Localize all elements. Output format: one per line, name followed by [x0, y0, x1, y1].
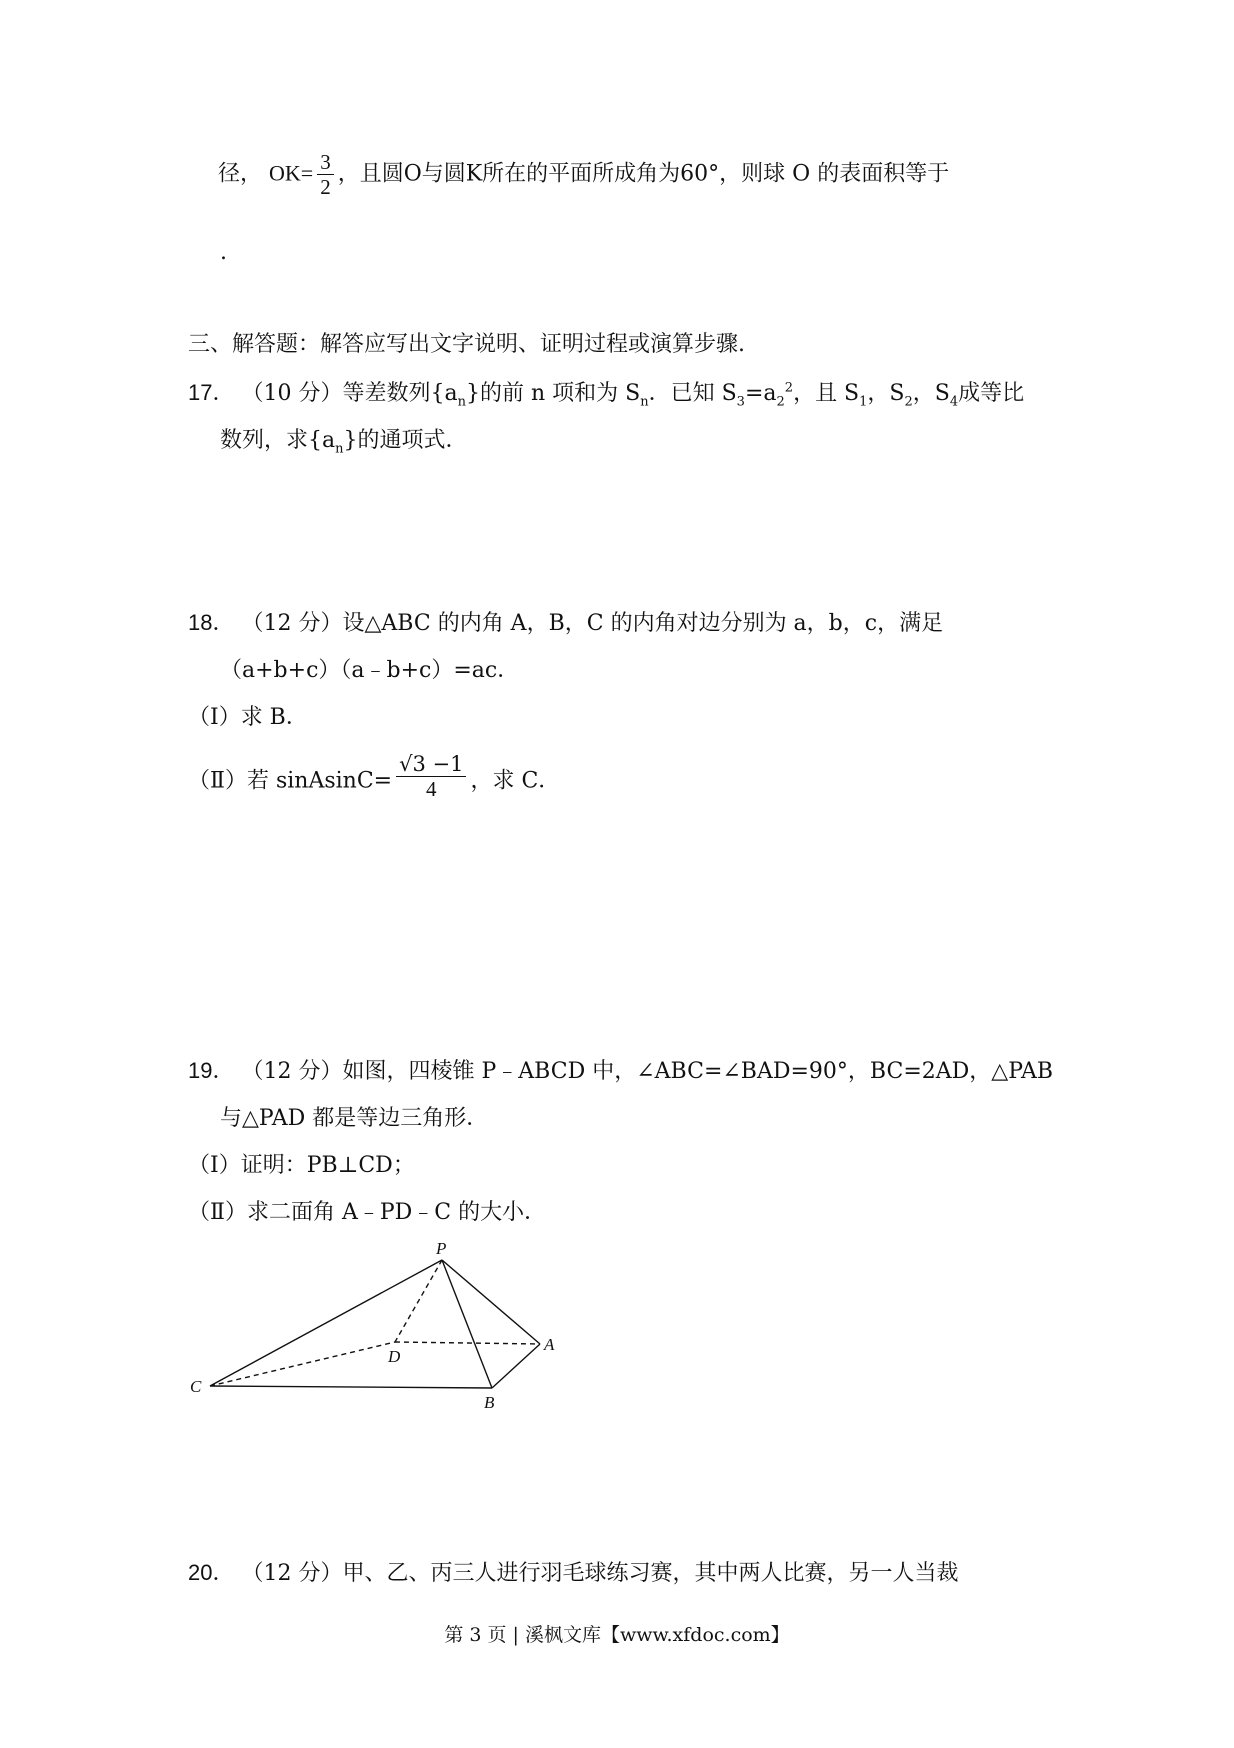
q16-text-jing: 径，: [218, 161, 263, 187]
q17-text-g: ，S: [912, 381, 950, 406]
q18-part-2: [188, 752, 561, 801]
q18-part-1: （Ⅰ）求 B．: [188, 705, 308, 730]
vertex-label-c: C: [190, 1377, 202, 1396]
q18-line-2: （a+b+c）（a﹣b+c）=ac．: [220, 658, 520, 683]
q18-part-2-text-b: ，求 C．: [470, 768, 561, 794]
edge-pc: [210, 1260, 442, 1386]
q17-text-d: =a: [744, 381, 777, 406]
q19-part-1: （Ⅰ）证明：PB⊥CD；: [188, 1153, 415, 1178]
edge-cd: [210, 1342, 395, 1386]
page-footer: 第 3 页 | 溪枫文库【www.xfdoc.com】: [444, 1624, 790, 1646]
q16-fraction: [317, 150, 334, 199]
q16-ok-label: OK=: [269, 160, 314, 186]
q17-line-1: 17． （10 分）等差数列$\{a_n\}$的前 n 项和为 $S_n$．已知 $S_3=a_2^2$，且 $S_1$，$S_2$，$S_4$成等比: [188, 380, 1025, 410]
q20-line-1: [188, 1558, 959, 1589]
q18-fraction-denominator: 4: [426, 777, 437, 801]
edge-pa: [442, 1260, 540, 1344]
vertex-label-b: B: [484, 1393, 495, 1412]
q17-text-l2b: }的通项式．: [343, 428, 468, 453]
q17-text-e: ，且 S: [793, 381, 860, 406]
q19-text-l1: 如图，四棱锥 P﹣ABCD 中，∠ABC=∠BAD=90°，BC=2AD，△PAB: [342, 1059, 1054, 1084]
vertex-label-d: D: [388, 1347, 401, 1366]
q18-fraction-numerator: √3 −1: [396, 752, 466, 777]
q16-fraction-numerator: 3: [317, 150, 334, 175]
q16-fraction-denominator: 2: [320, 175, 331, 199]
vertex-label-p: P: [436, 1240, 447, 1258]
vertex-label-a: A: [544, 1335, 555, 1354]
q20-number: 20．: [188, 1560, 235, 1585]
q19-number: 19．: [188, 1058, 235, 1083]
edge-pb: [442, 1260, 492, 1388]
q17-text-l2a: 数列，求{a: [220, 428, 336, 453]
q18-text-l1: 设△ABC 的内角 A，B，C 的内角对边分别为 a，b，c，满足: [342, 611, 944, 636]
q19-line-2: 与△PAD 都是等边三角形．: [220, 1106, 489, 1131]
q19-line-1: [188, 1056, 1053, 1087]
q16-period: .: [220, 240, 227, 265]
edge-cb: [210, 1386, 492, 1388]
q17-score: （10 分）: [241, 381, 343, 406]
q17-number: 17．: [188, 380, 235, 405]
q16-continuation-line: [218, 150, 949, 199]
q18-line-1: [188, 608, 943, 639]
q17-text-h: 成等比: [958, 381, 1025, 406]
q17-text-b: }的前 n 项和为 S: [465, 381, 641, 406]
q18-fraction: [396, 752, 466, 801]
q20-score: （12 分）: [241, 1561, 343, 1586]
q19-pyramid-figure: [180, 1240, 580, 1440]
q17-text-c: ．已知 S: [648, 381, 737, 406]
q18-part-2-text-a: （Ⅱ）若 sinAsinC=: [188, 768, 393, 794]
q17-line-2: 数列，求$\{a_n\}$的通项式．: [220, 428, 468, 457]
q17-text-a: 等差数列{a: [342, 381, 458, 406]
q20-text-l1: 甲、乙、丙三人进行羽毛球练习赛，其中两人比赛，另一人当裁: [342, 1561, 959, 1586]
edge-da: [395, 1342, 540, 1344]
q19-part-2: （Ⅱ）求二面角 A﹣PD﹣C 的大小．: [188, 1200, 547, 1225]
q16-text-mid: ，且圆O与圆K所在的平面所成角为60°，则球 O 的表面积等于: [337, 161, 950, 187]
edge-ba: [492, 1344, 540, 1388]
section-3-heading: 三、解答题：解答应写出文字说明、证明过程或演算步骤.: [188, 332, 745, 357]
q18-score: （12 分）: [241, 611, 343, 636]
q19-score: （12 分）: [241, 1059, 343, 1084]
q18-number: 18．: [188, 610, 235, 635]
q17-text-f: ，S: [867, 381, 905, 406]
